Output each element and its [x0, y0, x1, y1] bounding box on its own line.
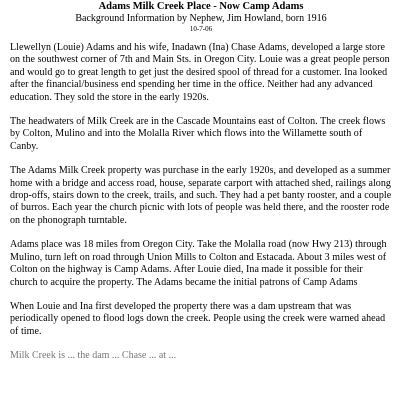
paragraph-partial: Milk Creek is ... the dam ... Chase ... at ...: [10, 350, 177, 362]
document-date: 10-7-06: [189, 25, 213, 33]
paragraph-owners: Llewellyn (Louie) Adams and his wife, Inadawn (Ina) Chase Adams, developed a large store on the southwest corner of 7th and Main Sts. in Oregon City. Louie was a great people person and would go to great length to get just the desired spool of thread for a customer. Ina looked after the financial/business end spending her time in the office. Neither had any advanced education. They sold the store in the early 1920s.: [10, 42, 390, 103]
document-title: Adams Milk Creek Place - Now Camp Adams: [98, 1, 304, 12]
paragraph-directions: Adams place was 18 miles from Oregon City. Take the Molalla road (now Hwy 213) through Mulino, turn left on road through Union Mills to Colton and Estacada. About 3 miles west of Colton on the highway is Camp Adams. After Louie died, Ina made it possible for their church to acquire the property. The Adams became the initial patrons of Camp Adams: [10, 239, 387, 288]
document-subtitle: Background Information by Nephew, Jim Howland, born 1916: [75, 13, 327, 24]
paragraph-headwaters: The headwaters of Milk Creek are in the Cascade Mountains east of Colton. The creek flows by Colton, Mulino and into the Molalla River which flows into the Willamette south of Canby.: [10, 116, 386, 152]
paragraph-property: The Adams Milk Creek property was purchase in the early 1920s, and developed as a summer home with a bridge and access road, house, separate carport with attached shed, railings along drop-offs, stairs down to the creek, trails, and such. They had a pet banty rooster, and a couple of burros. Each year the church picnic with lots of people was held there, and the rooster rode on the phonograph turntable.: [10, 165, 392, 226]
paragraph-dam: When Louie and Ina first developed the property there was a dam upstream that was periodically opened to flood logs down the creek. People using the creek were warned ahead of time.: [10, 300, 386, 337]
